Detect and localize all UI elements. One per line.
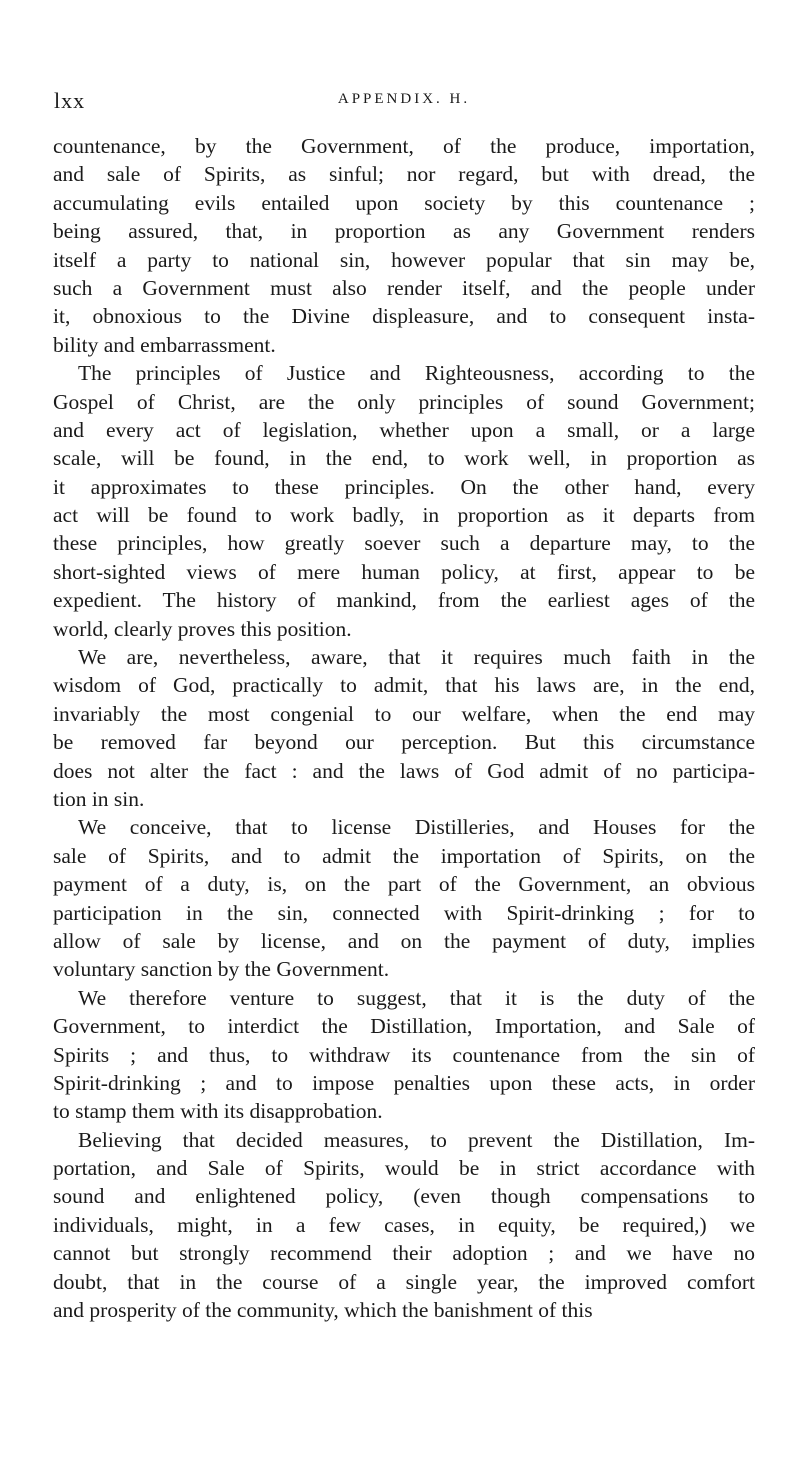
text-line: allow of sale by license, and on the payment of duty, implies bbox=[53, 928, 755, 953]
text-line: We therefore venture to suggest, that it is the duty of the bbox=[78, 985, 755, 1010]
text-line: participation in the sin, connected with Spirit-drinking ; for to bbox=[53, 900, 755, 925]
text-line: sound and enlightened policy, (even though compensations to bbox=[53, 1184, 755, 1209]
paragraph bbox=[53, 813, 755, 983]
text-line: portation, and Sale of Spirits, would be in strict accordance with bbox=[53, 1156, 755, 1181]
body-text bbox=[53, 132, 755, 1324]
text-line: The principles of Justice and Righteousness, according to the bbox=[78, 361, 755, 386]
text-line: world, clearly proves this position. bbox=[53, 616, 352, 641]
text-line: act will be found to work badly, in proportion as it departs from bbox=[53, 503, 755, 528]
text-line: Believing that decided measures, to prevent the Distillation, Im- bbox=[78, 1127, 755, 1152]
text-line: does not alter the fact : and the laws of God admit of no participa- bbox=[53, 758, 755, 783]
running-head bbox=[54, 88, 754, 118]
text-line: Spirits ; and thus, to withdraw its countenance from the sin of bbox=[53, 1042, 755, 1067]
text-line: it approximates to these principles. On the other hand, every bbox=[53, 474, 755, 499]
text-line: to stamp them with its disapprobation. bbox=[53, 1099, 383, 1124]
text-line: such a Government must also render itself, and the people under bbox=[53, 275, 755, 300]
paragraph bbox=[53, 132, 755, 359]
text-line: and prosperity of the community, which the banishment of this bbox=[53, 1298, 593, 1323]
text-line: payment of a duty, is, on the part of the Government, an obvious bbox=[53, 872, 755, 897]
text-line: short-sighted views of mere human policy, at first, appear to be bbox=[53, 559, 755, 584]
text-line: Gospel of Christ, are the only principles of sound Government; bbox=[53, 389, 755, 414]
page-number: lxx bbox=[54, 88, 86, 113]
text-line: wisdom of God, practically to admit, that his laws are, in the end, bbox=[53, 673, 755, 698]
text-line: individuals, might, in a few cases, in equity, be required,) we bbox=[53, 1212, 755, 1237]
text-line: being assured, that, in proportion as any Government renders bbox=[53, 219, 755, 244]
paragraph bbox=[53, 359, 755, 643]
text-line: Government, to interdict the Distillation, Importation, and Sale of bbox=[53, 1014, 755, 1039]
text-line: doubt, that in the course of a single year, the improved comfort bbox=[53, 1269, 755, 1294]
text-line: bility and embarrassment. bbox=[53, 332, 276, 357]
text-line: accumulating evils entailed upon society by this countenance ; bbox=[53, 190, 755, 215]
text-line: sale of Spirits, and to admit the importation of Spirits, on the bbox=[53, 843, 755, 868]
text-line: be removed far beyond our perception. But this circumstance bbox=[53, 730, 755, 755]
text-line: and sale of Spirits, as sinful; nor regard, but with dread, the bbox=[53, 162, 755, 187]
running-title: APPENDIX. H. bbox=[337, 91, 471, 107]
paragraph bbox=[53, 1126, 755, 1325]
text-line: tion in sin. bbox=[53, 786, 145, 811]
text-line: itself a party to national sin, however popular that sin may be, bbox=[53, 247, 755, 272]
text-line: cannot but strongly recommend their adoption ; and we have no bbox=[53, 1241, 755, 1266]
text-line: Spirit-drinking ; and to impose penalties upon these acts, in order bbox=[53, 1070, 755, 1095]
text-line: invariably the most congenial to our welfare, when the end may bbox=[53, 701, 755, 726]
paragraph bbox=[53, 643, 755, 813]
text-line: and every act of legislation, whether upon a small, or a large bbox=[53, 417, 755, 442]
text-line: it, obnoxious to the Divine displeasure, and to consequent insta- bbox=[53, 304, 755, 329]
text-line: scale, will be found, in the end, to work well, in proportion as bbox=[53, 446, 755, 471]
text-line: these principles, how greatly soever such a departure may, to the bbox=[53, 531, 755, 556]
text-line: We conceive, that to license Distilleries, and Houses for the bbox=[78, 815, 755, 840]
text-line: voluntary sanction by the Government. bbox=[53, 957, 390, 982]
text-line: expedient. The history of mankind, from the earliest ages of the bbox=[53, 588, 755, 613]
text-line: countenance, by the Government, of the produce, importation, bbox=[53, 134, 755, 158]
paragraph bbox=[53, 984, 755, 1126]
text-line: We are, nevertheless, aware, that it requires much faith in the bbox=[78, 645, 755, 670]
